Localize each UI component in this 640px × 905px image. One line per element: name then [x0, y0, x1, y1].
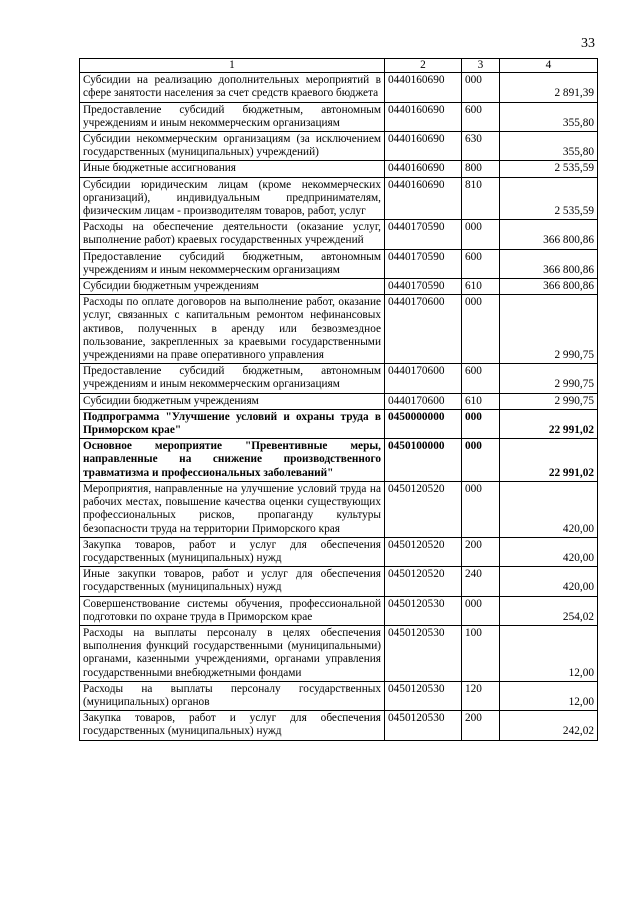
- row-target-code: 0450120530: [385, 596, 462, 625]
- row-amount: 12,00: [500, 681, 598, 710]
- row-expense-type: 600: [462, 364, 500, 393]
- row-target-code: 0450120520: [385, 567, 462, 596]
- row-expense-type: 200: [462, 711, 500, 740]
- row-expense-type: 000: [462, 409, 500, 438]
- row-name-text: Предоставление субсидий бюджетным, автономным учреждениям и иным некоммерческим организациям: [83, 103, 381, 129]
- row-expense-type: 000: [462, 73, 500, 102]
- row-target-code: 0450120530: [385, 625, 462, 681]
- row-name-text: Расходы на выплаты персоналу в целях обеспечения выполнения функций государственными (муниципальными) органами, казенными учреждениями, органами управления государственными внебюджетными фондами: [83, 626, 381, 679]
- header-col-4: 4: [500, 59, 598, 73]
- row-name: [80, 102, 385, 131]
- row-name: [80, 439, 385, 482]
- page-number: 33: [581, 36, 595, 51]
- row-amount: 12,00: [500, 625, 598, 681]
- row-name-text: Расходы на выплаты персоналу государственных (муниципальных) органов: [83, 682, 381, 708]
- table-row: [80, 161, 598, 177]
- row-name: [80, 279, 385, 295]
- header-col-2: 2: [385, 59, 462, 73]
- row-amount: 2 990,75: [500, 295, 598, 364]
- row-target-code: 0440170600: [385, 393, 462, 409]
- row-name: [80, 409, 385, 438]
- row-amount: 366 800,86: [500, 249, 598, 278]
- row-target-code: 0440170590: [385, 279, 462, 295]
- header-col-1: 1: [80, 59, 385, 73]
- table-row: [80, 409, 598, 438]
- row-name-text: Предоставление субсидий бюджетным, автономным учреждениям и иным некоммерческим организациям: [83, 365, 381, 391]
- table-row: [80, 481, 598, 537]
- row-name-text: Закупка товаров, работ и услуг для обеспечения государственных (муниципальных) нужд: [83, 712, 381, 738]
- row-name: [80, 625, 385, 681]
- row-name-text: Субсидии бюджетным учреждениям: [83, 394, 259, 407]
- row-name: [80, 161, 385, 177]
- row-target-code: 0450120530: [385, 681, 462, 710]
- row-amount: 420,00: [500, 537, 598, 566]
- row-name-text: Основное мероприятие "Превентивные меры, направленные на снижение производственного травматизма и профессиональных заболеваний": [83, 440, 381, 479]
- row-name: [80, 295, 385, 364]
- row-name-text: Субсидии некоммерческим организациям (за исключением государственных (муниципальных) учреждений): [83, 133, 381, 159]
- row-target-code: 0440170590: [385, 249, 462, 278]
- row-amount: 242,02: [500, 711, 598, 740]
- row-target-code: 0440170600: [385, 364, 462, 393]
- row-target-code: 0440160690: [385, 102, 462, 131]
- row-expense-type: 610: [462, 393, 500, 409]
- row-name: [80, 567, 385, 596]
- table-row: [80, 596, 598, 625]
- row-expense-type: 800: [462, 161, 500, 177]
- row-name: [80, 596, 385, 625]
- row-amount: 254,02: [500, 596, 598, 625]
- row-name-text: Мероприятия, направленные на улучшение условий труда на рабочих местах, повышение качества оценки существующих профессиональных рисков, пропаганду культуры безопасности труда на территории Приморского края: [83, 482, 381, 535]
- row-expense-type: 000: [462, 439, 500, 482]
- row-name-text: Предоставление субсидий бюджетным, автономным учреждениям и иным некоммерческим организациям: [83, 250, 381, 276]
- table-row: [80, 439, 598, 482]
- row-name: [80, 177, 385, 220]
- row-name: [80, 681, 385, 710]
- row-expense-type: 200: [462, 537, 500, 566]
- row-target-code: 0440160690: [385, 161, 462, 177]
- row-expense-type: 100: [462, 625, 500, 681]
- row-expense-type: 240: [462, 567, 500, 596]
- row-expense-type: 630: [462, 132, 500, 161]
- table-row: [80, 220, 598, 249]
- row-expense-type: 000: [462, 481, 500, 537]
- row-name: [80, 73, 385, 102]
- row-expense-type: 000: [462, 295, 500, 364]
- table-row: [80, 567, 598, 596]
- row-amount: 2 535,59: [500, 161, 598, 177]
- row-name: [80, 711, 385, 740]
- row-name: [80, 481, 385, 537]
- table-row: [80, 177, 598, 220]
- table-row: [80, 102, 598, 131]
- row-amount: 2 990,75: [500, 364, 598, 393]
- row-expense-type: 600: [462, 249, 500, 278]
- row-target-code: 0450000000: [385, 409, 462, 438]
- table-row: [80, 364, 598, 393]
- row-target-code: 0440170590: [385, 220, 462, 249]
- row-name-text: Расходы по оплате договоров на выполнение работ, оказание услуг, связанных с капитальным ремонтом нефинансовых активов, полученных в аренду или безвозмездное пользование, закрепленных за краевыми государственными учреждениями на праве оперативного управления: [83, 296, 381, 362]
- row-amount: 2 990,75: [500, 393, 598, 409]
- table-row: [80, 537, 598, 566]
- row-expense-type: 810: [462, 177, 500, 220]
- row-name-text: Субсидии на реализацию дополнительных мероприятий в сфере занятости населения за счет средств краевого бюджета: [83, 74, 381, 100]
- row-name: [80, 393, 385, 409]
- row-amount: 366 800,86: [500, 279, 598, 295]
- row-target-code: 0440160690: [385, 73, 462, 102]
- row-amount: 366 800,86: [500, 220, 598, 249]
- row-target-code: 0450120520: [385, 481, 462, 537]
- row-target-code: 0450100000: [385, 439, 462, 482]
- row-expense-type: 120: [462, 681, 500, 710]
- row-amount: 2 535,59: [500, 177, 598, 220]
- row-target-code: 0440170600: [385, 295, 462, 364]
- row-name-text: Совершенствование системы обучения, профессиональной подготовки по охране труда в Приморском крае: [83, 597, 381, 623]
- table-row: [80, 73, 598, 102]
- row-amount: 355,80: [500, 132, 598, 161]
- budget-table: [79, 58, 598, 741]
- row-name: [80, 537, 385, 566]
- row-amount: 22 991,02: [500, 439, 598, 482]
- row-name: [80, 364, 385, 393]
- row-expense-type: 000: [462, 596, 500, 625]
- table-row: [80, 295, 598, 364]
- table-row: [80, 625, 598, 681]
- table-row: [80, 132, 598, 161]
- row-expense-type: 600: [462, 102, 500, 131]
- row-name: [80, 132, 385, 161]
- table-header-row: [80, 59, 598, 73]
- header-col-3: 3: [462, 59, 500, 73]
- row-target-code: 0440160690: [385, 177, 462, 220]
- row-expense-type: 000: [462, 220, 500, 249]
- row-amount: 420,00: [500, 481, 598, 537]
- row-amount: 420,00: [500, 567, 598, 596]
- table-row: [80, 393, 598, 409]
- row-name-text: Иные закупки товаров, работ и услуг для обеспечения государственных (муниципальных) нужд: [83, 568, 381, 594]
- row-amount: 355,80: [500, 102, 598, 131]
- row-target-code: 0440160690: [385, 132, 462, 161]
- row-target-code: 0450120520: [385, 537, 462, 566]
- row-name-text: Закупка товаров, работ и услуг для обеспечения государственных (муниципальных) нужд: [83, 538, 381, 564]
- row-name: [80, 220, 385, 249]
- row-name-text: Иные бюджетные ассигнования: [83, 162, 236, 175]
- row-expense-type: 610: [462, 279, 500, 295]
- table-row: [80, 279, 598, 295]
- table-row: [80, 249, 598, 278]
- row-name-text: Подпрограмма "Улучшение условий и охраны труда в Приморском крае": [83, 410, 381, 437]
- row-name-text: Субсидии юридическим лицам (кроме некоммерческих организаций), индивидуальным предпринимателям, физическим лицам - производителям товаров, работ, услуг: [83, 178, 381, 218]
- row-target-code: 0450120530: [385, 711, 462, 740]
- row-amount: 2 891,39: [500, 73, 598, 102]
- row-name-text: Расходы на обеспечение деятельности (оказание услуг, выполнение работ) краевых государственных учреждений: [83, 221, 381, 247]
- row-amount: 22 991,02: [500, 409, 598, 438]
- table-row: [80, 711, 598, 740]
- row-name-text: Субсидии бюджетным учреждениям: [83, 280, 259, 293]
- row-name: [80, 249, 385, 278]
- table-row: [80, 681, 598, 710]
